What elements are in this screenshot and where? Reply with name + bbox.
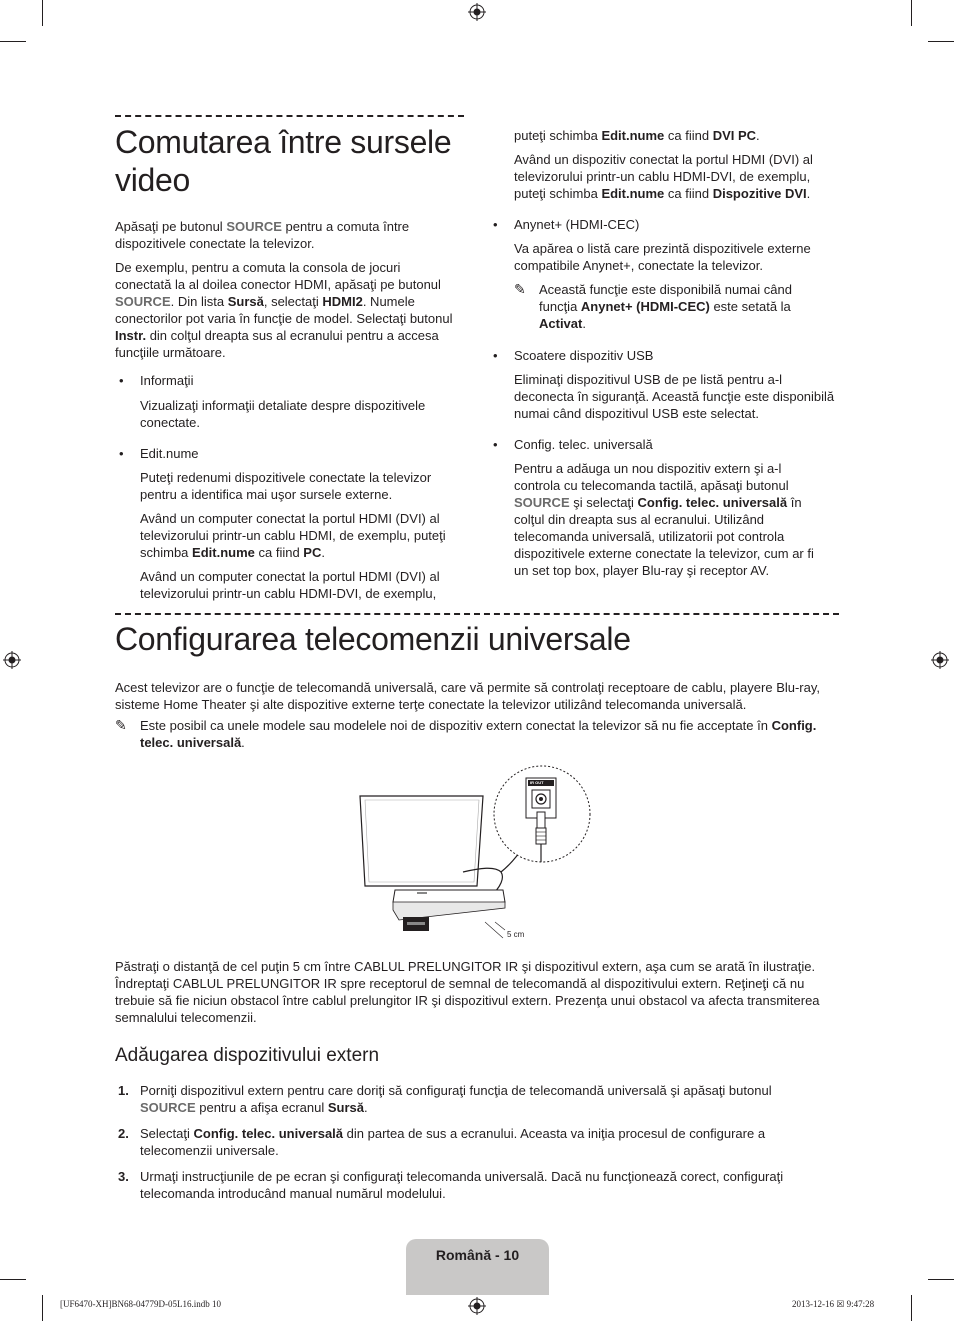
text: . (241, 735, 245, 750)
bullet-icon: • (119, 446, 124, 461)
text: . (756, 128, 760, 143)
pc-keyword: PC (303, 545, 322, 560)
bullet-icon: • (119, 373, 124, 388)
text: ca fiind (254, 545, 304, 560)
ir-out-label: IR OUT (530, 780, 544, 785)
crop-mark (911, 1295, 912, 1321)
text: Este posibil ca unele modele sau modelele noi de dispozitiv extern conectat la televizor să nu fie acceptate în (140, 718, 772, 733)
bullet-text (514, 460, 829, 579)
source-keyword: SOURCE (226, 219, 282, 234)
bullet-text-continued (514, 127, 834, 144)
section-divider (115, 613, 839, 615)
step-number: 2. (118, 1126, 129, 1141)
text: din partea de sus a ecranului. Aceasta va iniţia procesul de configurare a telecomenzii universale. (140, 1126, 766, 1158)
section-title (115, 123, 451, 199)
text: şi selectaţi (569, 495, 638, 510)
intro-paragraph: Acest televizor are o funcţie de telecomandă universală, care vă permite să controlaţi receptoare de cablu, playere Blu-ray, sisteme Home Theater şi alte dispozitive externe terţe conectate la televizor utilizând telecomanda universală. (115, 680, 821, 712)
distance-label: 5 cm (507, 930, 525, 939)
step-number: 3. (118, 1169, 129, 1184)
text: , selectaţi (263, 294, 323, 309)
edit-nume-keyword: Edit.nume (601, 186, 665, 201)
page-number: Română - 10 (435, 1247, 520, 1263)
bullet-text (514, 151, 834, 202)
text: Având un computer conectat la portul HDMI (DVI) al televizorului printr-un cablu HDMI, de exemplu, puteţi schimba (140, 511, 446, 560)
text: în colţul din dreapta sus al ecranului. Utilizând telecomanda universală, utilizatorii pot controla dispozitivele externe conectate la televizor, cum ar fi un set top box, player Blu-ray şi receptor AV. (514, 495, 814, 578)
note-text (539, 281, 829, 332)
text: Selectaţi (140, 1126, 194, 1141)
bullet-text: Eliminaţi dispozitivul USB de pe listă pentru a-l deconecta în siguranţă. Această funcţie este disponibilă numai când dispozitivul USB este selectat. (514, 372, 835, 421)
note-pencil-icon: ✎ (514, 281, 526, 297)
note-pencil-icon: ✎ (115, 717, 127, 733)
section-divider (115, 115, 464, 117)
registration-mark-icon (3, 651, 21, 669)
text: Această funcţie este disponibilă numai când funcţia (539, 282, 792, 314)
step-text (140, 1125, 820, 1159)
sursa-keyword: Sursă (327, 1100, 365, 1115)
text: Având un dispozitiv conectat la portul HDMI (DVI) al televizorului printr-un cablu HDMI-DVI, de exemplu, puteţi schimba (514, 152, 813, 201)
text: Pentru a adăuga un nou dispozitiv extern şi a-l controla cu telecomanda tactilă, apăsaţi butonul (514, 461, 789, 493)
instr-keyword: Instr. (115, 328, 147, 343)
config-keyword: Config. telec. universală (193, 1126, 344, 1141)
intro-paragraph (115, 218, 455, 252)
bullet-label-config: Config. telec. universală (514, 437, 653, 452)
text: din colţul dreapta sus al ecranului pentru a accesa funcţiile următoare. (115, 328, 439, 360)
title-line: Comutarea între sursele (115, 124, 452, 160)
step-number: 1. (118, 1083, 129, 1098)
subsection-title: Adăugarea dispozitivului extern (115, 1045, 380, 1066)
step-text (140, 1082, 820, 1116)
note-text (140, 717, 820, 751)
anynet-keyword: Anynet+ (HDMI-CEC) (580, 299, 710, 314)
dvi-pc-keyword: DVI PC (712, 128, 757, 143)
title-line: video (115, 162, 191, 198)
sursa-keyword: Sursă (227, 294, 264, 309)
bullet-label-informatii: Informaţii (140, 373, 194, 388)
dispozitive-dvi-keyword: Dispozitive DVI (712, 186, 807, 201)
text: . Numele conectorilor pot varia în funcţie de model. Selectaţi butonul (115, 294, 453, 326)
bullet-label-usb: Scoatere dispozitiv USB (514, 348, 654, 363)
text: puteţi schimba (514, 128, 602, 143)
footer-file-info: [UF6470-XH]BN68-04779D-05L16.indb 10 (60, 1299, 221, 1309)
text: De exemplu, pentru a comuta la consola de jocuri conectată la al doilea conector HDMI, apăsaţi pe butonul (115, 260, 441, 292)
ir-port-zoom-icon (492, 764, 592, 864)
edit-nume-keyword: Edit.nume (601, 128, 665, 143)
example-paragraph (115, 259, 460, 361)
source-keyword: SOURCE (140, 1100, 196, 1115)
bullet-text (140, 510, 462, 561)
bullet-text: Vizualizaţi informaţii detaliate despre dispozitivele conectate. (140, 398, 426, 430)
bullet-label-edit-nume: Edit.nume (140, 446, 199, 461)
registration-mark-icon (468, 1297, 486, 1315)
bullet-text: Având un computer conectat la portul HDMI (DVI) al televizorului printr-un cablu HDMI-DVI, de exemplu, (140, 569, 440, 601)
section-title: Configurarea telecomenzii universale (115, 621, 631, 657)
text: Apăsaţi pe butonul (115, 219, 227, 234)
crop-mark (0, 41, 26, 42)
hdmi2-keyword: HDMI2 (322, 294, 363, 309)
crop-mark (928, 1279, 954, 1280)
bullet-icon: • (493, 217, 498, 232)
crop-mark (42, 1295, 43, 1321)
config-keyword: Config. telec. universală (637, 495, 788, 510)
text: . (364, 1100, 368, 1115)
bullet-label-anynet: Anynet+ (HDMI-CEC) (514, 217, 640, 232)
text: . Din lista (170, 294, 228, 309)
text: . (582, 316, 586, 331)
footer-timestamp: 2013-12-16 ☒ 9:47:28 (792, 1299, 875, 1309)
step-text: Urmaţi instrucţiunile de pe ecran şi configuraţi telecomanda universală. Dacă nu funcţionează corect, configuraţi telecomanda introducând manual numărul modelului. (140, 1169, 784, 1201)
bullet-text: Puteţi redenumi dispozitivele conectate la televizor pentru a identifica mai uşor sursele externe. (140, 470, 432, 502)
crop-mark (928, 41, 954, 42)
bullet-icon: • (493, 437, 498, 452)
crop-mark (911, 0, 912, 26)
bullet-text: Va apărea o listă care prezintă dispozitivele externe compatibile Anynet+, conectate la televizor. (514, 241, 811, 273)
text: ca fiind (664, 128, 713, 143)
activat-keyword: Activat (539, 316, 583, 331)
registration-mark-icon (468, 3, 486, 21)
crop-mark (0, 1279, 26, 1280)
config-keyword: Config. telec. universală (140, 718, 817, 750)
text: . (806, 186, 811, 201)
source-keyword: SOURCE (514, 495, 570, 510)
edit-nume-keyword: Edit.nume (192, 545, 255, 560)
source-keyword: SOURCE (115, 294, 171, 309)
bullet-icon: • (493, 348, 498, 363)
text: . (321, 545, 325, 560)
text: este setată la (709, 299, 791, 314)
crop-mark (42, 0, 43, 26)
text: ca fiind (664, 186, 713, 201)
page-number-tab (406, 1239, 549, 1295)
distance-paragraph: Păstraţi o distanţă de cel puţin 5 cm între CABLUL PRELUNGITOR IR şi dispozitivul extern, aşa cum se arată în ilustraţie. Îndreptaţi CABLUL PRELUNGITOR IR spre receptorul de semnal de telecomandă al dispozitivului extern. Reţineţi că nu trebuie să fie niciun obstacol între cablul prelungitor IR şi dispozitivul extern. Prezenţa unui obstacol va afecta transmiterea semnalului telecomenzii. (115, 959, 820, 1025)
text: Porniţi dispozitivul extern pentru care doriţi să configuraţi funcţia de telecomandă universală şi apăsaţi butonul (140, 1083, 772, 1098)
text: pentru a comuta între dispozitivele conectate la televizor. (115, 219, 410, 251)
text: pentru a afişa ecranul (195, 1100, 328, 1115)
registration-mark-icon (931, 651, 949, 669)
